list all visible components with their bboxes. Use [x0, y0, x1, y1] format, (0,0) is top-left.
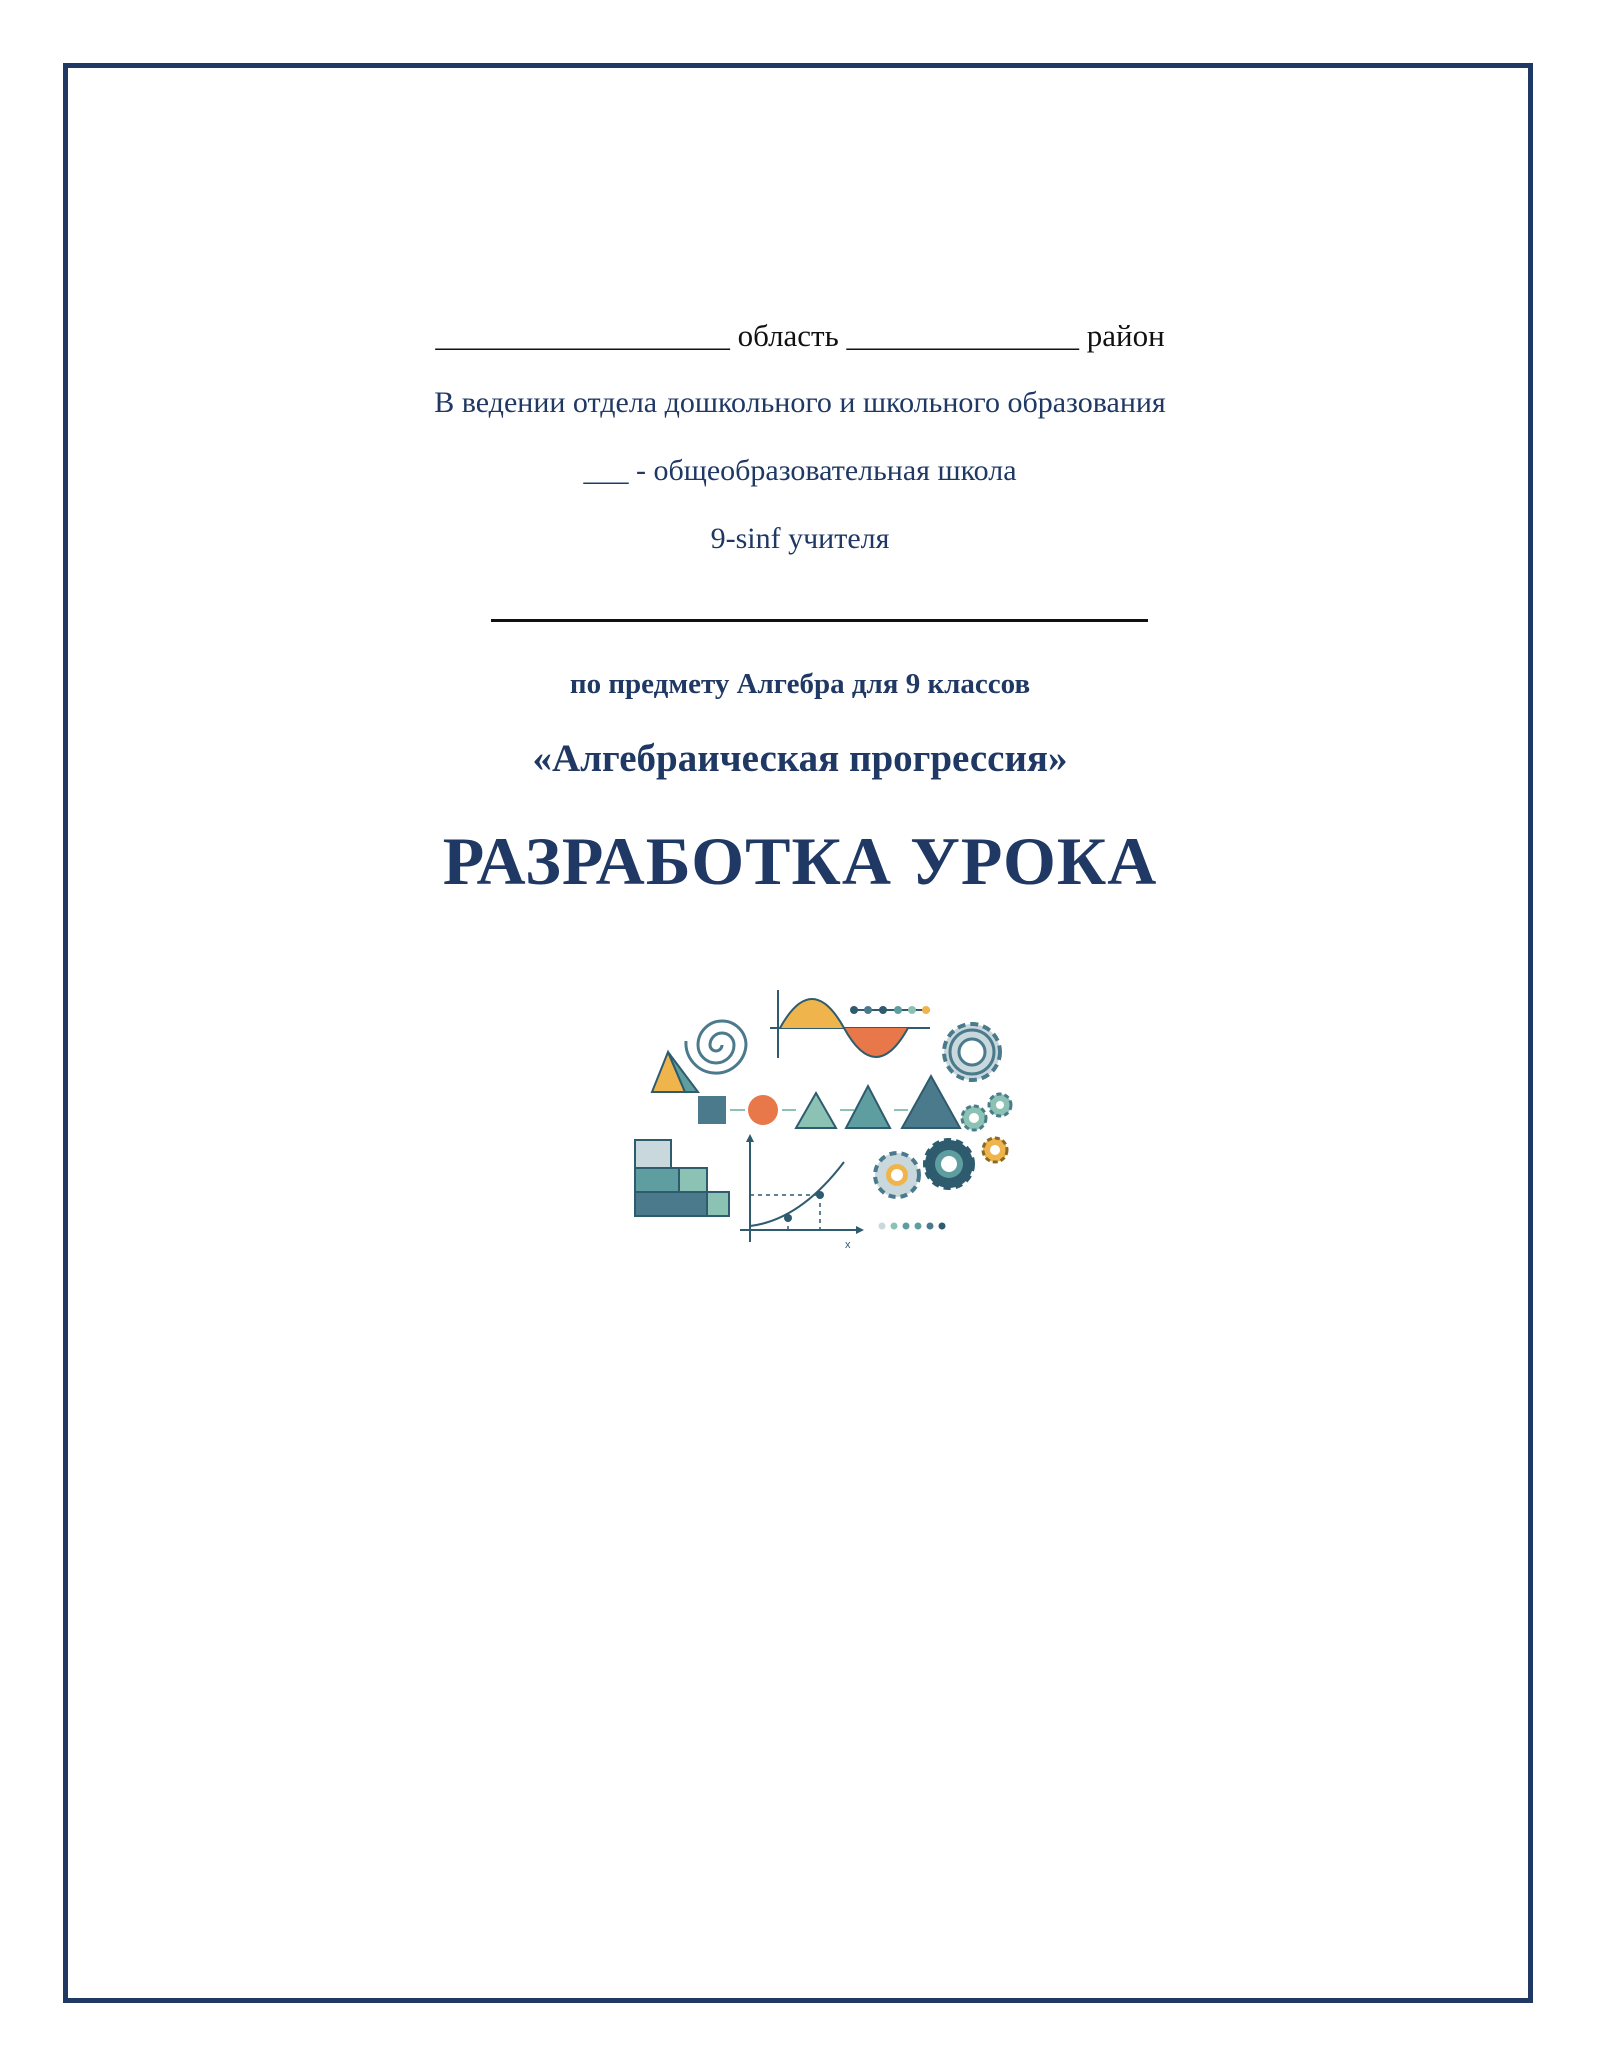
gear-icon-small: [962, 1106, 986, 1130]
subject-line: по предмету Алгебра для 9 классов: [569, 668, 1031, 700]
gear-icon: [944, 1024, 1000, 1080]
gear-icon-orange: [875, 1153, 919, 1197]
teacher-name-underline: [491, 619, 1148, 622]
lesson-topic: «Алгебраическая прогрессия»: [532, 737, 1068, 780]
department-line: В ведении отдела дошкольного и школьного образования: [434, 386, 1166, 419]
teacher-line: 9-sinf учителя: [710, 522, 890, 555]
school-line: ___ - общеобразовательная школа: [583, 454, 1017, 487]
blocks-icon: [635, 1140, 729, 1216]
dot-row-icon: [879, 1223, 946, 1230]
gear-icon-small-2: [989, 1094, 1011, 1116]
gear-icon-large: [925, 1140, 973, 1188]
math-illustration: [500, 930, 1140, 1290]
graph-icon: [740, 1134, 864, 1251]
dot-sequence-icon: [850, 1006, 930, 1014]
sine-wave-icon: [770, 990, 930, 1058]
spiral-icon: [686, 1021, 746, 1073]
gear-icon-yellow: [983, 1138, 1007, 1162]
graph-axis-label: x: [845, 1239, 851, 1251]
document-title: РАЗРАБОТКА УРОКА: [442, 823, 1158, 899]
shape-progression-icon: [698, 1076, 960, 1128]
region-district-line: ___________________ область _______________ район: [435, 318, 1165, 353]
